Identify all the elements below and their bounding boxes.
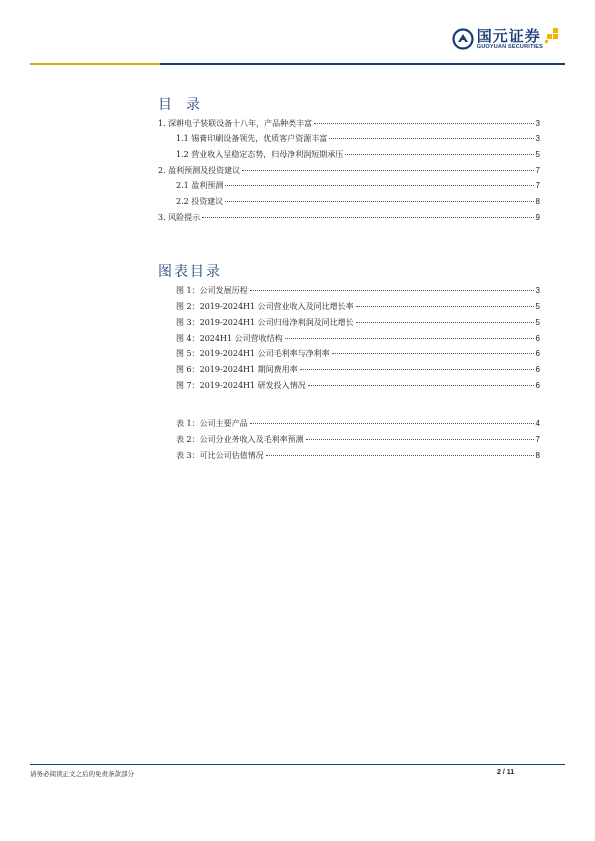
- logo-english-name: GUOYUAN SECURITIES: [476, 43, 543, 50]
- company-logo: [452, 26, 543, 52]
- logo-gold-squares-icon: [543, 28, 559, 50]
- toc-entry-page: 3: [535, 134, 540, 143]
- figure-entry-page: 5: [535, 302, 540, 311]
- dot-leader: [250, 290, 534, 291]
- logo-chinese-name: 国元证券: [476, 26, 541, 45]
- figures-toc-title: 图表目录: [158, 264, 222, 280]
- figure-entry[interactable]: [176, 317, 540, 329]
- toc-entry[interactable]: [158, 118, 540, 130]
- dot-leader: [306, 439, 534, 440]
- table-entry-page: 8: [535, 451, 540, 460]
- header-rule-blue: [160, 63, 565, 65]
- dot-leader: [202, 217, 533, 218]
- dot-leader: [345, 154, 533, 155]
- toc-entry-label: 1. 深耕电子装联设备十八年，产品种类丰富: [158, 119, 313, 128]
- figure-entry-page: 6: [535, 381, 540, 390]
- dot-leader: [356, 322, 534, 323]
- toc-entry[interactable]: [158, 165, 540, 177]
- toc-entry-page: 9: [535, 213, 540, 222]
- figure-entry-page: 6: [535, 334, 540, 343]
- table-entry[interactable]: [176, 450, 540, 462]
- figure-entry[interactable]: [176, 380, 540, 392]
- table-entry-label: 表 3：可比公司估值情况: [176, 451, 264, 460]
- toc-entry-page: 7: [535, 166, 540, 175]
- guoyuan-logo-icon: [452, 28, 474, 50]
- footer-disclaimer: 请务必阅读正文之后的免责条款部分: [30, 770, 134, 778]
- dot-leader: [266, 455, 534, 456]
- table-entry-label: 表 1：公司主要产品: [176, 419, 248, 428]
- figure-entry[interactable]: [176, 333, 540, 345]
- figure-entry-page: 6: [535, 349, 540, 358]
- dot-leader: [225, 185, 533, 186]
- figure-entry-label: 图 5：2019-2024H1 公司毛利率与净利率: [176, 349, 330, 358]
- table-entry-page: 7: [535, 435, 540, 444]
- figure-entry[interactable]: [176, 348, 540, 360]
- toc-entry-page: 5: [535, 150, 540, 159]
- table-entry-label: 表 2：公司分业务收入及毛利率预测: [176, 435, 304, 444]
- toc-entry[interactable]: [158, 212, 540, 224]
- dot-leader: [308, 385, 534, 386]
- dot-leader: [329, 138, 533, 139]
- toc-entry-page: 8: [535, 197, 540, 206]
- dot-leader: [300, 369, 534, 370]
- table-entry[interactable]: [176, 418, 540, 430]
- dot-leader: [314, 123, 533, 124]
- table-entry[interactable]: [176, 434, 540, 446]
- toc-entry[interactable]: [176, 149, 540, 161]
- toc-entry-page: 3: [535, 119, 540, 128]
- dot-leader: [356, 306, 534, 307]
- toc-entry-label: 2.2 投资建议: [176, 197, 224, 206]
- toc-title: 目录: [158, 97, 214, 113]
- toc-entry-label: 3. 风险提示: [158, 213, 201, 222]
- figure-entry-page: 6: [535, 365, 540, 374]
- dot-leader: [285, 338, 534, 339]
- toc-entry-label: 2. 盈利预测及投资建议: [158, 166, 241, 175]
- figure-entry-page: 5: [535, 318, 540, 327]
- table-entry-page: 4: [535, 419, 540, 428]
- figure-entry-label: 图 4：2024H1 公司营收结构: [176, 334, 283, 343]
- figure-entry-label: 图 3：2019-2024H1 公司归母净利润及同比增长: [176, 318, 354, 327]
- figure-entry[interactable]: [176, 364, 540, 376]
- toc-entry-label: 1.2 营业收入呈稳定态势，归母净利润短期承压: [176, 150, 344, 159]
- page-header: [0, 0, 595, 70]
- figure-entry[interactable]: [176, 285, 540, 297]
- figure-entry[interactable]: [176, 301, 540, 313]
- figure-entry-label: 图 7：2019-2024H1 研发投入情况: [176, 381, 306, 390]
- toc-entry-page: 7: [535, 181, 540, 190]
- dot-leader: [225, 201, 533, 202]
- dot-leader: [250, 423, 534, 424]
- toc-entry[interactable]: [176, 180, 540, 192]
- figure-entry-label: 图 1：公司发展历程: [176, 286, 248, 295]
- header-rule-gold: [30, 63, 160, 65]
- figure-entry-label: 图 2：2019-2024H1 公司营业收入及同比增长率: [176, 302, 354, 311]
- toc-entry[interactable]: [176, 196, 540, 208]
- toc-entry-label: 2.1 盈利预测: [176, 181, 224, 190]
- toc-entry-label: 1.1 锡膏印刷设备领先，优质客户资源丰富: [176, 134, 328, 143]
- footer-rule: [30, 764, 565, 765]
- figure-entry-label: 图 6：2019-2024H1 期间费用率: [176, 365, 298, 374]
- dot-leader: [332, 353, 534, 354]
- toc-entry[interactable]: [176, 133, 540, 145]
- dot-leader: [242, 170, 533, 171]
- figure-entry-page: 3: [535, 286, 540, 295]
- footer-page-number: 2 / 11: [497, 769, 515, 776]
